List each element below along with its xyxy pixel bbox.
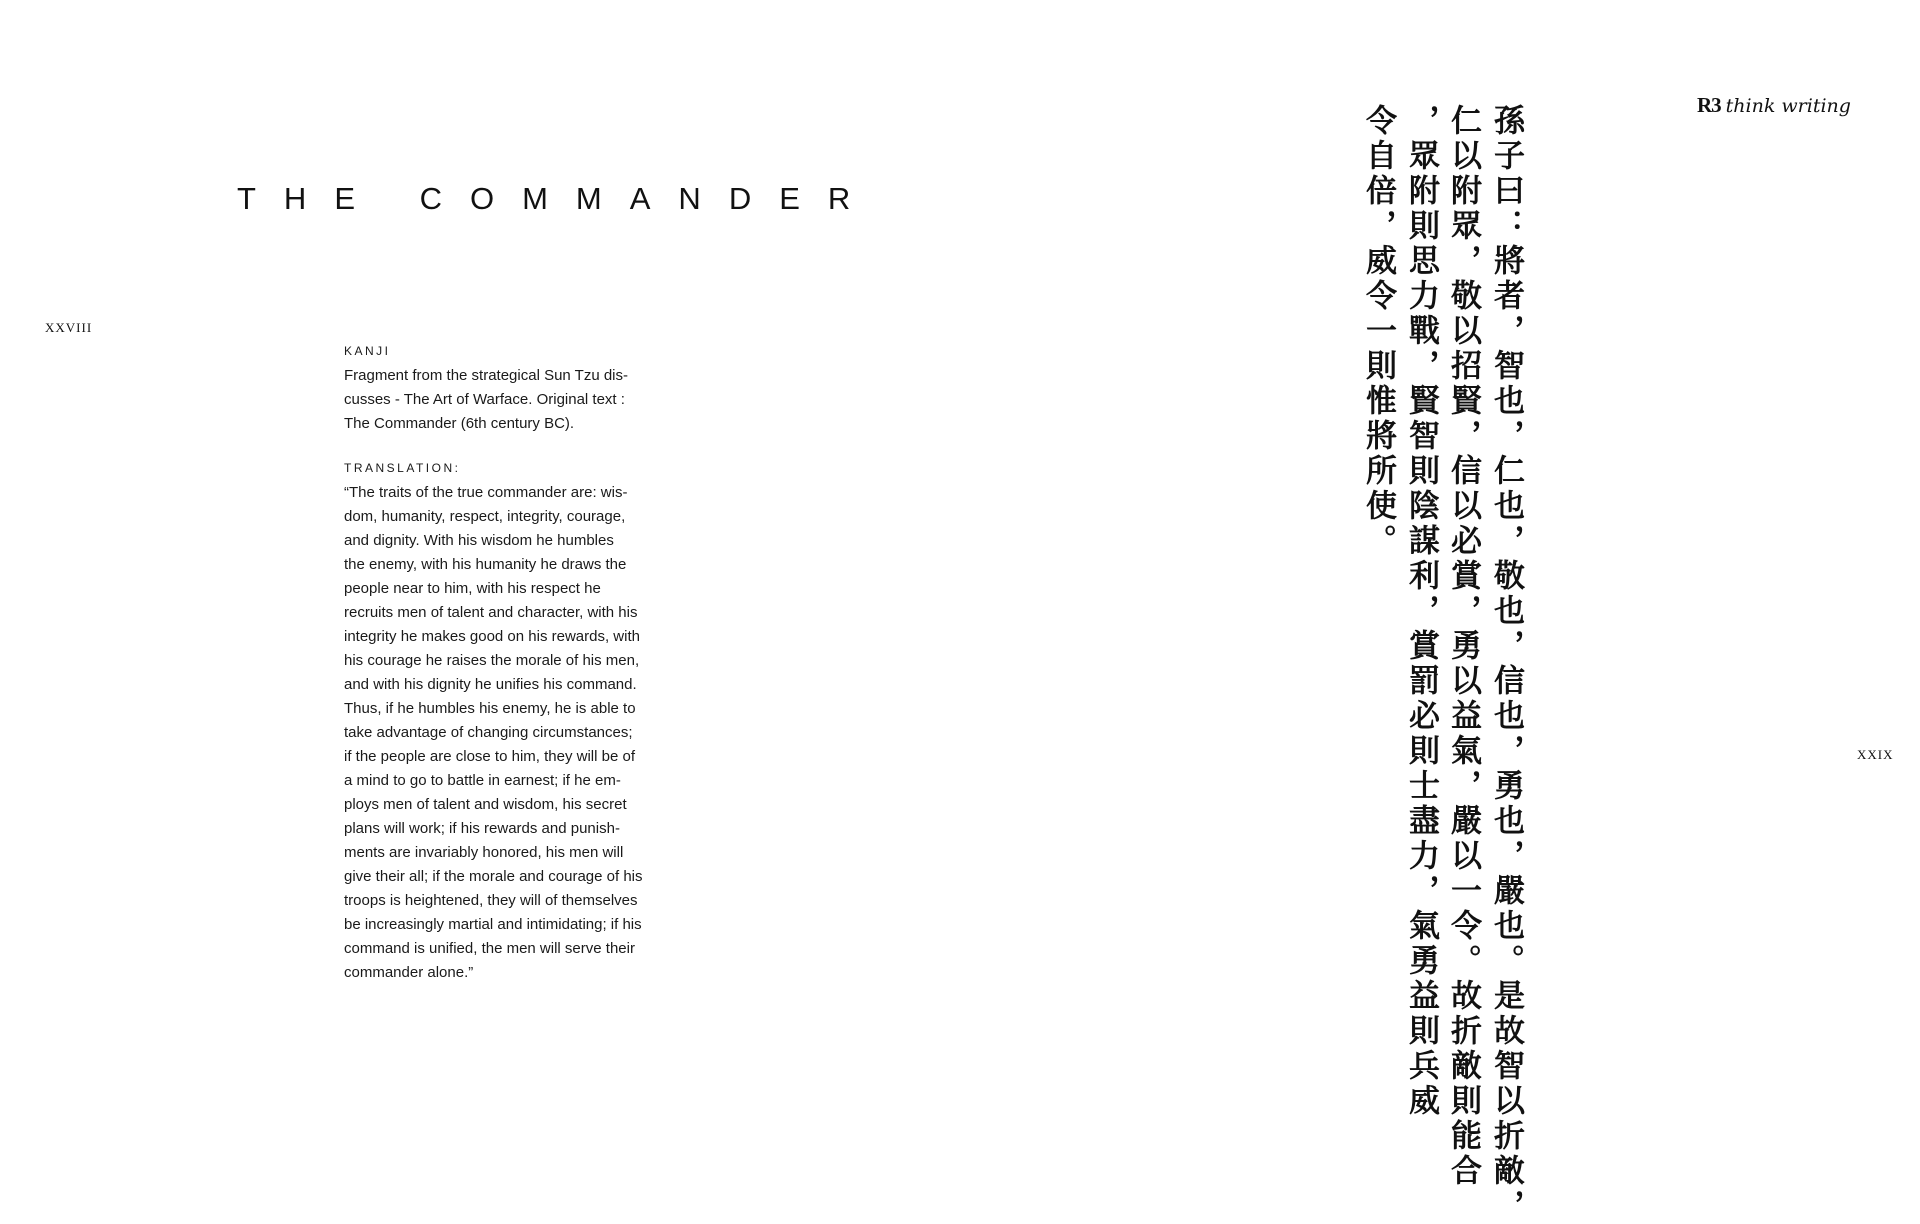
brand-script: think writing <box>1725 95 1851 117</box>
page-title: THE COMMANDER <box>237 181 879 216</box>
kanji-description: Fragment from the strategical Sun Tzu dis- cusses - The Art of Warface. Original text : The Commander (6th century BC). <box>344 367 629 432</box>
calligraphy-column-4: 令自倍，威令一則惟將所使。 <box>1360 104 1396 559</box>
page-number-left: XXVIII <box>45 320 93 335</box>
page-number-right: XXIX <box>1857 747 1894 762</box>
brand-logo <box>1697 95 1851 116</box>
calligraphy-column-3: ，眾附則思力戰，賢智則陰謀利，賞罰必則士盡力，氣勇益則兵威 <box>1403 104 1439 1119</box>
calligraphy-column-2: 仁以附眾，敬以招賢，信以必賞，勇以益氣，嚴以一令。故折敵則能合 <box>1445 104 1481 1189</box>
section-gap <box>344 436 654 460</box>
calligraphy-block <box>1360 104 1538 1224</box>
brand-mark: R3 <box>1697 93 1721 117</box>
calligraphy-column-1: 孫子曰：將者，智也，仁也，敬也，信也，勇也，嚴也。是故智以折敵， <box>1488 104 1524 1224</box>
translation-label: TRANSLATION: <box>344 461 461 475</box>
translation-text: “The traits of the true commander are: wis- dom, humanity, respect, integrity, courage, and dignity. With his wisdom he humbles the enemy, with his humanity he draws the people near to him, with his respect he recruits men of talent and character, with his integrity he makes good on his rewards, with his courage he raises the morale of his men, and with his dignity he unifies his command. Thus, if he humbles his enemy, he is able to take advantage of changing circumstances; if the people are close to him, they will be of a mind to go to battle in earnest; if he em- ploys men of talent and wisdom, his secret plans will work; if his rewards and punish- ments are invariably honored, his men will give their all; if the morale and courage of his troops is heightened, they will of themselves be increasingly martial and intimidating; if his command is unified, the men will serve their commander alone.” <box>344 484 643 981</box>
text-column <box>344 343 654 985</box>
kanji-label: KANJI <box>344 344 391 358</box>
